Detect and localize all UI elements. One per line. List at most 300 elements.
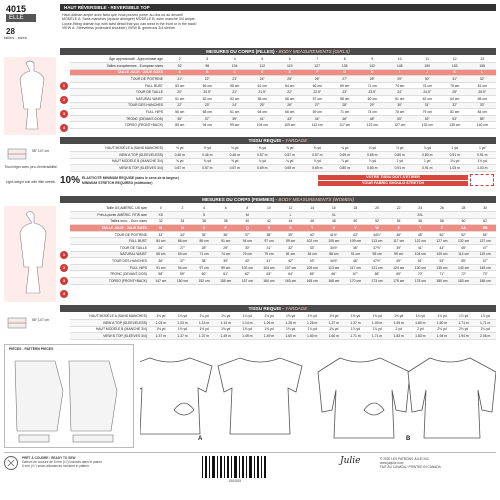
table-cell: 30" bbox=[237, 245, 259, 252]
pattern-pieces-diagram-icon bbox=[11, 355, 129, 445]
table-row bbox=[70, 238, 496, 245]
table-cell: 69" bbox=[388, 271, 410, 278]
table-cell: 52 cm bbox=[194, 96, 222, 103]
table-cell: XL bbox=[323, 212, 345, 219]
table-cell: 23" bbox=[331, 89, 359, 96]
row-label: FULL BUST bbox=[70, 82, 166, 89]
table-cell: F bbox=[304, 69, 332, 76]
row-label: TRONC (DEVANT-DOS) bbox=[70, 115, 166, 122]
table-cell: 61" bbox=[215, 271, 237, 278]
table-cell: ¾ yd bbox=[331, 145, 359, 152]
table-cell: 23" bbox=[221, 76, 249, 83]
table-cell: 112 bbox=[249, 63, 277, 70]
table-cell: 1.71 m bbox=[345, 333, 367, 340]
view-a-label: A bbox=[198, 436, 203, 442]
table-cell: E bbox=[276, 69, 304, 76]
row-label: FULL HIPS bbox=[70, 109, 166, 116]
girls-yardage-table bbox=[70, 145, 496, 172]
table-cell: 122 cm bbox=[359, 122, 387, 129]
row-label: HAUT MODÈLE A (SANS MANCHES) bbox=[70, 145, 166, 152]
table-cell bbox=[431, 212, 453, 219]
row-label: VIEW A TOP (SLEEVELESS) bbox=[70, 320, 150, 327]
table-cell: 109 cm bbox=[276, 122, 304, 129]
table-cell: 30" bbox=[386, 102, 414, 109]
table-cell: 142 bbox=[359, 63, 387, 70]
table-cell: 69 cm bbox=[172, 251, 194, 258]
table-cell: 1¼ yd bbox=[193, 313, 215, 320]
table-cell: 1.26 m bbox=[258, 320, 280, 327]
table-cell: 34 bbox=[172, 218, 194, 225]
table-cell: 1⅝ yd bbox=[258, 326, 280, 333]
table-cell: 21.5" bbox=[249, 89, 277, 96]
table-cell bbox=[388, 212, 410, 219]
table-cell bbox=[172, 212, 194, 219]
table-cell: 0.69 m bbox=[331, 152, 359, 159]
table-cell: 148 bbox=[386, 63, 414, 70]
table-cell: 135 bbox=[331, 63, 359, 70]
table-cell: 89 cm bbox=[193, 238, 215, 245]
table-cell: 64" bbox=[280, 271, 302, 278]
row-label: VIEW B TOP (SLEEVES 3/4) bbox=[70, 165, 166, 172]
table-cell: I bbox=[386, 69, 414, 76]
table-cell: 72" bbox=[453, 271, 475, 278]
table-cell: 1⅛ yd bbox=[441, 158, 469, 165]
table-cell: 140 cm bbox=[469, 122, 497, 129]
table-cell: 86 cm bbox=[172, 238, 194, 245]
row-label: TOUR DE POITRINE bbox=[70, 76, 166, 83]
footer-copyright: © 2020 LES PATRONS JULIE INC. www.jaijulie.com FAIT AU CANADA / PRINTED IN CANADA bbox=[380, 457, 441, 469]
table-cell: 40" bbox=[301, 231, 323, 238]
table-cell: 41" bbox=[249, 115, 277, 122]
table-cell: 102 cm bbox=[237, 264, 259, 271]
women-measurements-band: MESURES DU CORPS (FEMMES) - BODY MEASUREMENTS (WOMEN) bbox=[60, 196, 496, 203]
table-cell: M bbox=[237, 212, 259, 219]
footer-divider bbox=[4, 452, 496, 453]
table-cell: 25" bbox=[249, 102, 277, 109]
table-cell: 1½ yd bbox=[172, 326, 194, 333]
table-cell: 0.57 m bbox=[221, 165, 249, 172]
table-cell: 1.60 m bbox=[431, 320, 453, 327]
table-cell: 65" bbox=[301, 271, 323, 278]
table-cell: 98 bbox=[194, 63, 222, 70]
table-cell: 22" bbox=[166, 102, 194, 109]
table-cell bbox=[474, 212, 496, 219]
table-row bbox=[70, 225, 496, 232]
table-cell: 8 bbox=[331, 56, 359, 63]
table-cell: 65 cm bbox=[469, 96, 497, 103]
table-cell: 55 cm bbox=[249, 96, 277, 103]
table-cell: 39" bbox=[388, 245, 410, 252]
table-cell: 117 cm bbox=[331, 122, 359, 129]
table-cell: 20.5" bbox=[194, 89, 222, 96]
table-cell: 52" bbox=[414, 115, 442, 122]
table-cell: 25" bbox=[276, 76, 304, 83]
table-cell: ⅞ yd bbox=[359, 158, 387, 165]
girls-measurements-table bbox=[70, 56, 496, 129]
stretch-gauge-icon bbox=[470, 174, 494, 186]
stretch-percent: 10% bbox=[60, 175, 81, 186]
table-cell: 43" bbox=[276, 115, 304, 122]
table-cell: 33" bbox=[301, 245, 323, 252]
table-cell: 22 bbox=[388, 205, 410, 212]
table-cell: 81 cm bbox=[280, 251, 302, 258]
table-cell: 61 cm bbox=[386, 96, 414, 103]
table-cell: 1.26 m bbox=[280, 320, 302, 327]
table-cell: L bbox=[469, 69, 497, 76]
table-cell: 71" bbox=[431, 271, 453, 278]
table-cell: 30" bbox=[414, 76, 442, 83]
table-cell: 57 cm bbox=[304, 96, 332, 103]
table-cell: 48" bbox=[359, 115, 387, 122]
women-body-silhouette-icon bbox=[4, 206, 56, 302]
table-cell: 99 cm bbox=[280, 238, 302, 245]
table-cell: 0.91 m bbox=[386, 165, 414, 172]
table-cell: 153 bbox=[441, 63, 469, 70]
table-row bbox=[70, 115, 496, 122]
table-cell: 32" bbox=[469, 76, 497, 83]
table-cell: 11 bbox=[414, 56, 442, 63]
table-row bbox=[70, 326, 496, 333]
step-1-badge-women: 1 bbox=[60, 251, 68, 259]
table-cell: 66 cm bbox=[276, 109, 304, 116]
table-cell: 1⅞ yd bbox=[345, 326, 367, 333]
table-cell: 102 cm bbox=[301, 238, 323, 245]
table-cell: 56 cm bbox=[166, 109, 194, 116]
table-cell: 52" bbox=[453, 231, 475, 238]
table-row bbox=[70, 231, 496, 238]
table-cell: 147 cm bbox=[150, 278, 172, 285]
table-cell: ⅞ yd bbox=[386, 145, 414, 152]
table-cell: 28" bbox=[331, 102, 359, 109]
table-cell: 28 bbox=[453, 205, 475, 212]
table-row bbox=[70, 152, 496, 159]
table-cell: ⅞ yd bbox=[414, 145, 442, 152]
table-cell: 1.60 m bbox=[301, 333, 323, 340]
table-cell: 2 bbox=[166, 56, 194, 63]
table-cell: 6 bbox=[215, 205, 237, 212]
table-cell: 1.37 m bbox=[323, 320, 345, 327]
table-cell: 54" bbox=[474, 231, 496, 238]
table-cell: 1½ yd bbox=[323, 313, 345, 320]
table-row bbox=[70, 96, 496, 103]
table-cell: 26 bbox=[431, 205, 453, 212]
table-cell: L bbox=[280, 212, 302, 219]
barcode-icon bbox=[200, 456, 270, 478]
table-cell: 135 cm bbox=[441, 122, 469, 129]
stretch-note-en: MINIMUM STRETCH REQUIRED (widthwise) bbox=[82, 181, 153, 185]
table-row bbox=[70, 102, 496, 109]
table-cell: ¾ yd bbox=[359, 145, 387, 152]
footer-ready: PRÊT À COUDRE / READY TO SEW Valeurs de couture de 6 mm (¼") incluses dans le patron 6 mm (¼") seam allowances included in pattern bbox=[22, 456, 103, 468]
table-cell: ½ yd bbox=[194, 145, 222, 152]
fabric-bolt-icon bbox=[6, 146, 30, 162]
table-cell: 2⅛ yd bbox=[453, 326, 475, 333]
row-label: NATURAL WAIST bbox=[70, 251, 150, 258]
table-cell: 112 cm bbox=[304, 122, 332, 129]
fabric-width-label-women: 58" 147 cm bbox=[32, 318, 50, 322]
table-cell: 94 cm bbox=[237, 238, 259, 245]
women-measurements-table bbox=[70, 205, 496, 285]
table-cell: 37" bbox=[194, 115, 222, 122]
table-cell: 58" bbox=[150, 271, 172, 278]
table-cell: 127 cm bbox=[386, 122, 414, 129]
table-cell: 89 cm bbox=[166, 122, 194, 129]
table-row bbox=[70, 251, 496, 258]
step-4-badge-women: 4 bbox=[60, 290, 68, 298]
table-cell: 4 bbox=[221, 56, 249, 63]
table-cell: 84 cm bbox=[301, 251, 323, 258]
table-cell: ½ yd bbox=[221, 145, 249, 152]
row-label: Tailles euro. - Euro sizes bbox=[70, 218, 150, 225]
table-row bbox=[70, 82, 496, 89]
table-cell: 50" bbox=[386, 115, 414, 122]
table-cell: X bbox=[388, 225, 410, 232]
table-cell: 32" bbox=[441, 102, 469, 109]
table-cell: 28" bbox=[359, 76, 387, 83]
table-cell: 29" bbox=[359, 102, 387, 109]
table-cell: 1¾ yd bbox=[410, 313, 432, 320]
table-cell: M bbox=[150, 225, 172, 232]
women-yardage-band: TISSU REQUIS - YARDAGE bbox=[60, 305, 496, 312]
table-cell: 71 cm bbox=[331, 109, 359, 116]
table-cell: 1.37 m bbox=[172, 333, 194, 340]
table-cell: 119 bbox=[276, 63, 304, 70]
table-cell: 114 cm bbox=[453, 251, 475, 258]
girls-measurements-band: MESURES DU CORPS (FILLES) - BODY MEASUREMENTS (GIRLS) bbox=[60, 48, 496, 55]
table-cell bbox=[366, 212, 388, 219]
table-cell: ⅝ yd bbox=[276, 145, 304, 152]
knits-note-fr: Tricot léger avec peu d'extensibilité. bbox=[4, 165, 58, 169]
table-cell: 51 cm bbox=[166, 96, 194, 103]
table-cell: 3 bbox=[194, 56, 222, 63]
table-row bbox=[70, 122, 496, 129]
table-cell: 173 cm bbox=[366, 278, 388, 285]
table-cell: 41" bbox=[410, 245, 432, 252]
table-cell: 113 cm bbox=[323, 264, 345, 271]
table-cell: 43" bbox=[345, 231, 367, 238]
table-cell: 62 bbox=[474, 218, 496, 225]
barcode-number: 1504015 bbox=[228, 479, 242, 483]
table-cell: 132 cm bbox=[414, 122, 442, 129]
table-cell: 94 cm bbox=[194, 122, 222, 129]
table-cell: 73" bbox=[474, 271, 496, 278]
sizes-subtitle: tailles - sizes bbox=[4, 35, 27, 40]
table-cell: 1 yd bbox=[386, 158, 414, 165]
table-cell: ⅞ yd bbox=[331, 158, 359, 165]
table-cell: 1.94 m bbox=[453, 333, 475, 340]
table-cell: 99 cm bbox=[215, 264, 237, 271]
table-cell: 71 cm bbox=[193, 251, 215, 258]
table-cell: 160 cm bbox=[258, 278, 280, 285]
table-cell: 150 cm bbox=[172, 278, 194, 285]
table-cell: 44" bbox=[304, 115, 332, 122]
table-cell bbox=[345, 212, 367, 219]
table-cell: 12 bbox=[280, 205, 302, 212]
step-2-badge: 2 bbox=[60, 96, 68, 104]
table-cell: 27" bbox=[172, 245, 194, 252]
fabric-bolt-icon bbox=[6, 315, 30, 331]
table-cell: ⅝ yd bbox=[166, 158, 194, 165]
table-row bbox=[70, 145, 496, 152]
table-cell: 1.60 m bbox=[323, 333, 345, 340]
table-cell: 2 yd bbox=[410, 326, 432, 333]
table-row bbox=[70, 218, 496, 225]
table-cell: 45" bbox=[453, 245, 475, 252]
table-row bbox=[70, 333, 496, 340]
table-cell: 88 cm bbox=[323, 251, 345, 258]
table-cell: 99 cm bbox=[221, 122, 249, 129]
step-2-badge-women: 2 bbox=[60, 264, 68, 272]
table-cell: 94 cm bbox=[172, 264, 194, 271]
table-cell: 44 bbox=[280, 218, 302, 225]
table-cell: ⅝ yd bbox=[221, 158, 249, 165]
table-cell: 9 bbox=[359, 56, 387, 63]
table-cell: 1⅞ yd bbox=[474, 313, 496, 320]
table-cell: 1 yd bbox=[469, 145, 497, 152]
table-cell: 121 cm bbox=[366, 264, 388, 271]
table-cell: 39" bbox=[280, 231, 302, 238]
table-cell: 107 cm bbox=[280, 264, 302, 271]
table-row bbox=[70, 158, 496, 165]
row-label: VIEW B TOP (SLEEVES 3/4) bbox=[70, 333, 150, 340]
row-label: TOUR DE POITRINE bbox=[70, 231, 150, 238]
table-cell: 31" bbox=[258, 245, 280, 252]
table-cell: 0.46 m bbox=[166, 152, 194, 159]
table-cell: 32" bbox=[280, 245, 302, 252]
table-row bbox=[70, 76, 496, 83]
table-cell: XS bbox=[150, 212, 172, 219]
table-cell: 23.5" bbox=[359, 89, 387, 96]
table-cell: 42 bbox=[258, 218, 280, 225]
table-cell: 84 cm bbox=[469, 109, 497, 116]
table-cell: 24" bbox=[249, 76, 277, 83]
table-cell: 31" bbox=[441, 76, 469, 83]
table-cell: 25" bbox=[441, 89, 469, 96]
brand-label: ELLE bbox=[6, 14, 36, 22]
table-cell: 97 cm bbox=[193, 264, 215, 271]
table-cell: 104 cm bbox=[410, 251, 432, 258]
table-cell: 51" bbox=[410, 258, 432, 265]
table-cell: 20 bbox=[366, 205, 388, 212]
table-cell: 47½" bbox=[366, 258, 388, 265]
garment-views-illustration-icon bbox=[140, 350, 496, 446]
table-cell: 1¾ yd bbox=[431, 313, 453, 320]
table-cell: 1⅝ yd bbox=[388, 313, 410, 320]
table-row bbox=[70, 313, 496, 320]
table-cell: 1 yd bbox=[441, 145, 469, 152]
table-cell: 124 cm bbox=[388, 264, 410, 271]
table-cell: 6 bbox=[276, 56, 304, 63]
table-cell: 28" bbox=[193, 245, 215, 252]
table-cell: 22.5" bbox=[304, 89, 332, 96]
row-label: TRONC (DEVANT-DOS) bbox=[70, 271, 150, 278]
table-cell: 1.14 m bbox=[193, 320, 215, 327]
table-cell: 61 cm bbox=[221, 109, 249, 116]
table-cell: 1⅛ yd bbox=[172, 313, 194, 320]
table-cell: N bbox=[172, 225, 194, 232]
stretch-box-en: YOUR FABRIC SHOULD STRETCH bbox=[318, 181, 468, 186]
table-cell: 97 cm bbox=[258, 238, 280, 245]
table-cell: D bbox=[249, 69, 277, 76]
table-cell: 109 cm bbox=[345, 238, 367, 245]
table-cell: 1.60 m bbox=[280, 333, 302, 340]
table-cell: 60 bbox=[453, 218, 475, 225]
table-cell: 66 cm bbox=[304, 82, 332, 89]
table-row bbox=[70, 278, 496, 285]
table-cell: 39" bbox=[221, 115, 249, 122]
table-cell: C bbox=[221, 69, 249, 76]
table-cell: 1.49 m bbox=[388, 320, 410, 327]
table-cell: 46" bbox=[331, 115, 359, 122]
table-row bbox=[70, 89, 496, 96]
step-3-badge-women: 3 bbox=[60, 277, 68, 285]
table-cell: R bbox=[258, 225, 280, 232]
table-cell: 183 cm bbox=[453, 278, 475, 285]
table-cell: BB bbox=[474, 225, 496, 232]
table-cell: 168 cm bbox=[323, 278, 345, 285]
table-cell: 58 cm bbox=[331, 96, 359, 103]
table-cell: 1¾ yd bbox=[301, 326, 323, 333]
table-cell: 62 cm bbox=[414, 96, 442, 103]
row-label: NATURAL WAIST bbox=[70, 96, 166, 103]
table-cell: 8 bbox=[237, 205, 259, 212]
table-cell: 0.91 m bbox=[441, 152, 469, 159]
table-cell: 104 cm bbox=[258, 264, 280, 271]
table-cell: 54 bbox=[388, 218, 410, 225]
table-cell: 36" bbox=[345, 245, 367, 252]
table-cell: Z bbox=[431, 225, 453, 232]
table-cell: 1.71 m bbox=[474, 320, 496, 327]
table-cell: 122 cm bbox=[410, 238, 432, 245]
table-cell: 1¾ yd bbox=[280, 326, 302, 333]
row-label: TOUR DES HANCHES bbox=[70, 102, 166, 109]
table-cell: 12 bbox=[441, 56, 469, 63]
table-cell: 10 bbox=[386, 56, 414, 63]
table-cell: 53" bbox=[441, 115, 469, 122]
table-cell: 163 cm bbox=[280, 278, 302, 285]
table-cell: 48" bbox=[410, 231, 432, 238]
table-cell: 37" bbox=[237, 231, 259, 238]
table-cell: 79 cm bbox=[258, 251, 280, 258]
table-cell: 1⅜ yd bbox=[258, 313, 280, 320]
table-cell: 26" bbox=[276, 102, 304, 109]
table-row bbox=[70, 245, 496, 252]
table-cell: Q bbox=[237, 225, 259, 232]
table-cell: 0.57 m bbox=[194, 165, 222, 172]
table-cell: Y bbox=[410, 225, 432, 232]
table-cell: J bbox=[414, 69, 442, 76]
table-cell: 0.80 m bbox=[414, 152, 442, 159]
table-cell: 152 cm bbox=[193, 278, 215, 285]
table-cell: 135 cm bbox=[431, 264, 453, 271]
table-cell: 26" bbox=[150, 245, 172, 252]
table-cell: 53" bbox=[431, 258, 453, 265]
table-cell: 22" bbox=[194, 76, 222, 83]
table-cell: 24 bbox=[410, 205, 432, 212]
table-row bbox=[70, 165, 496, 172]
table-cell: 1.94 m bbox=[431, 333, 453, 340]
table-cell: 127 bbox=[304, 63, 332, 70]
table-cell: 2 yd bbox=[388, 326, 410, 333]
table-cell: 33" bbox=[469, 102, 497, 109]
table-cell: 63" bbox=[258, 271, 280, 278]
table-cell bbox=[258, 212, 280, 219]
table-cell: 31" bbox=[414, 102, 442, 109]
table-cell: 22" bbox=[276, 89, 304, 96]
table-cell: 64 cm bbox=[249, 109, 277, 116]
row-label: TAILLE JULIE · JULIE SIZES bbox=[70, 225, 150, 232]
table-cell: 68" bbox=[366, 271, 388, 278]
